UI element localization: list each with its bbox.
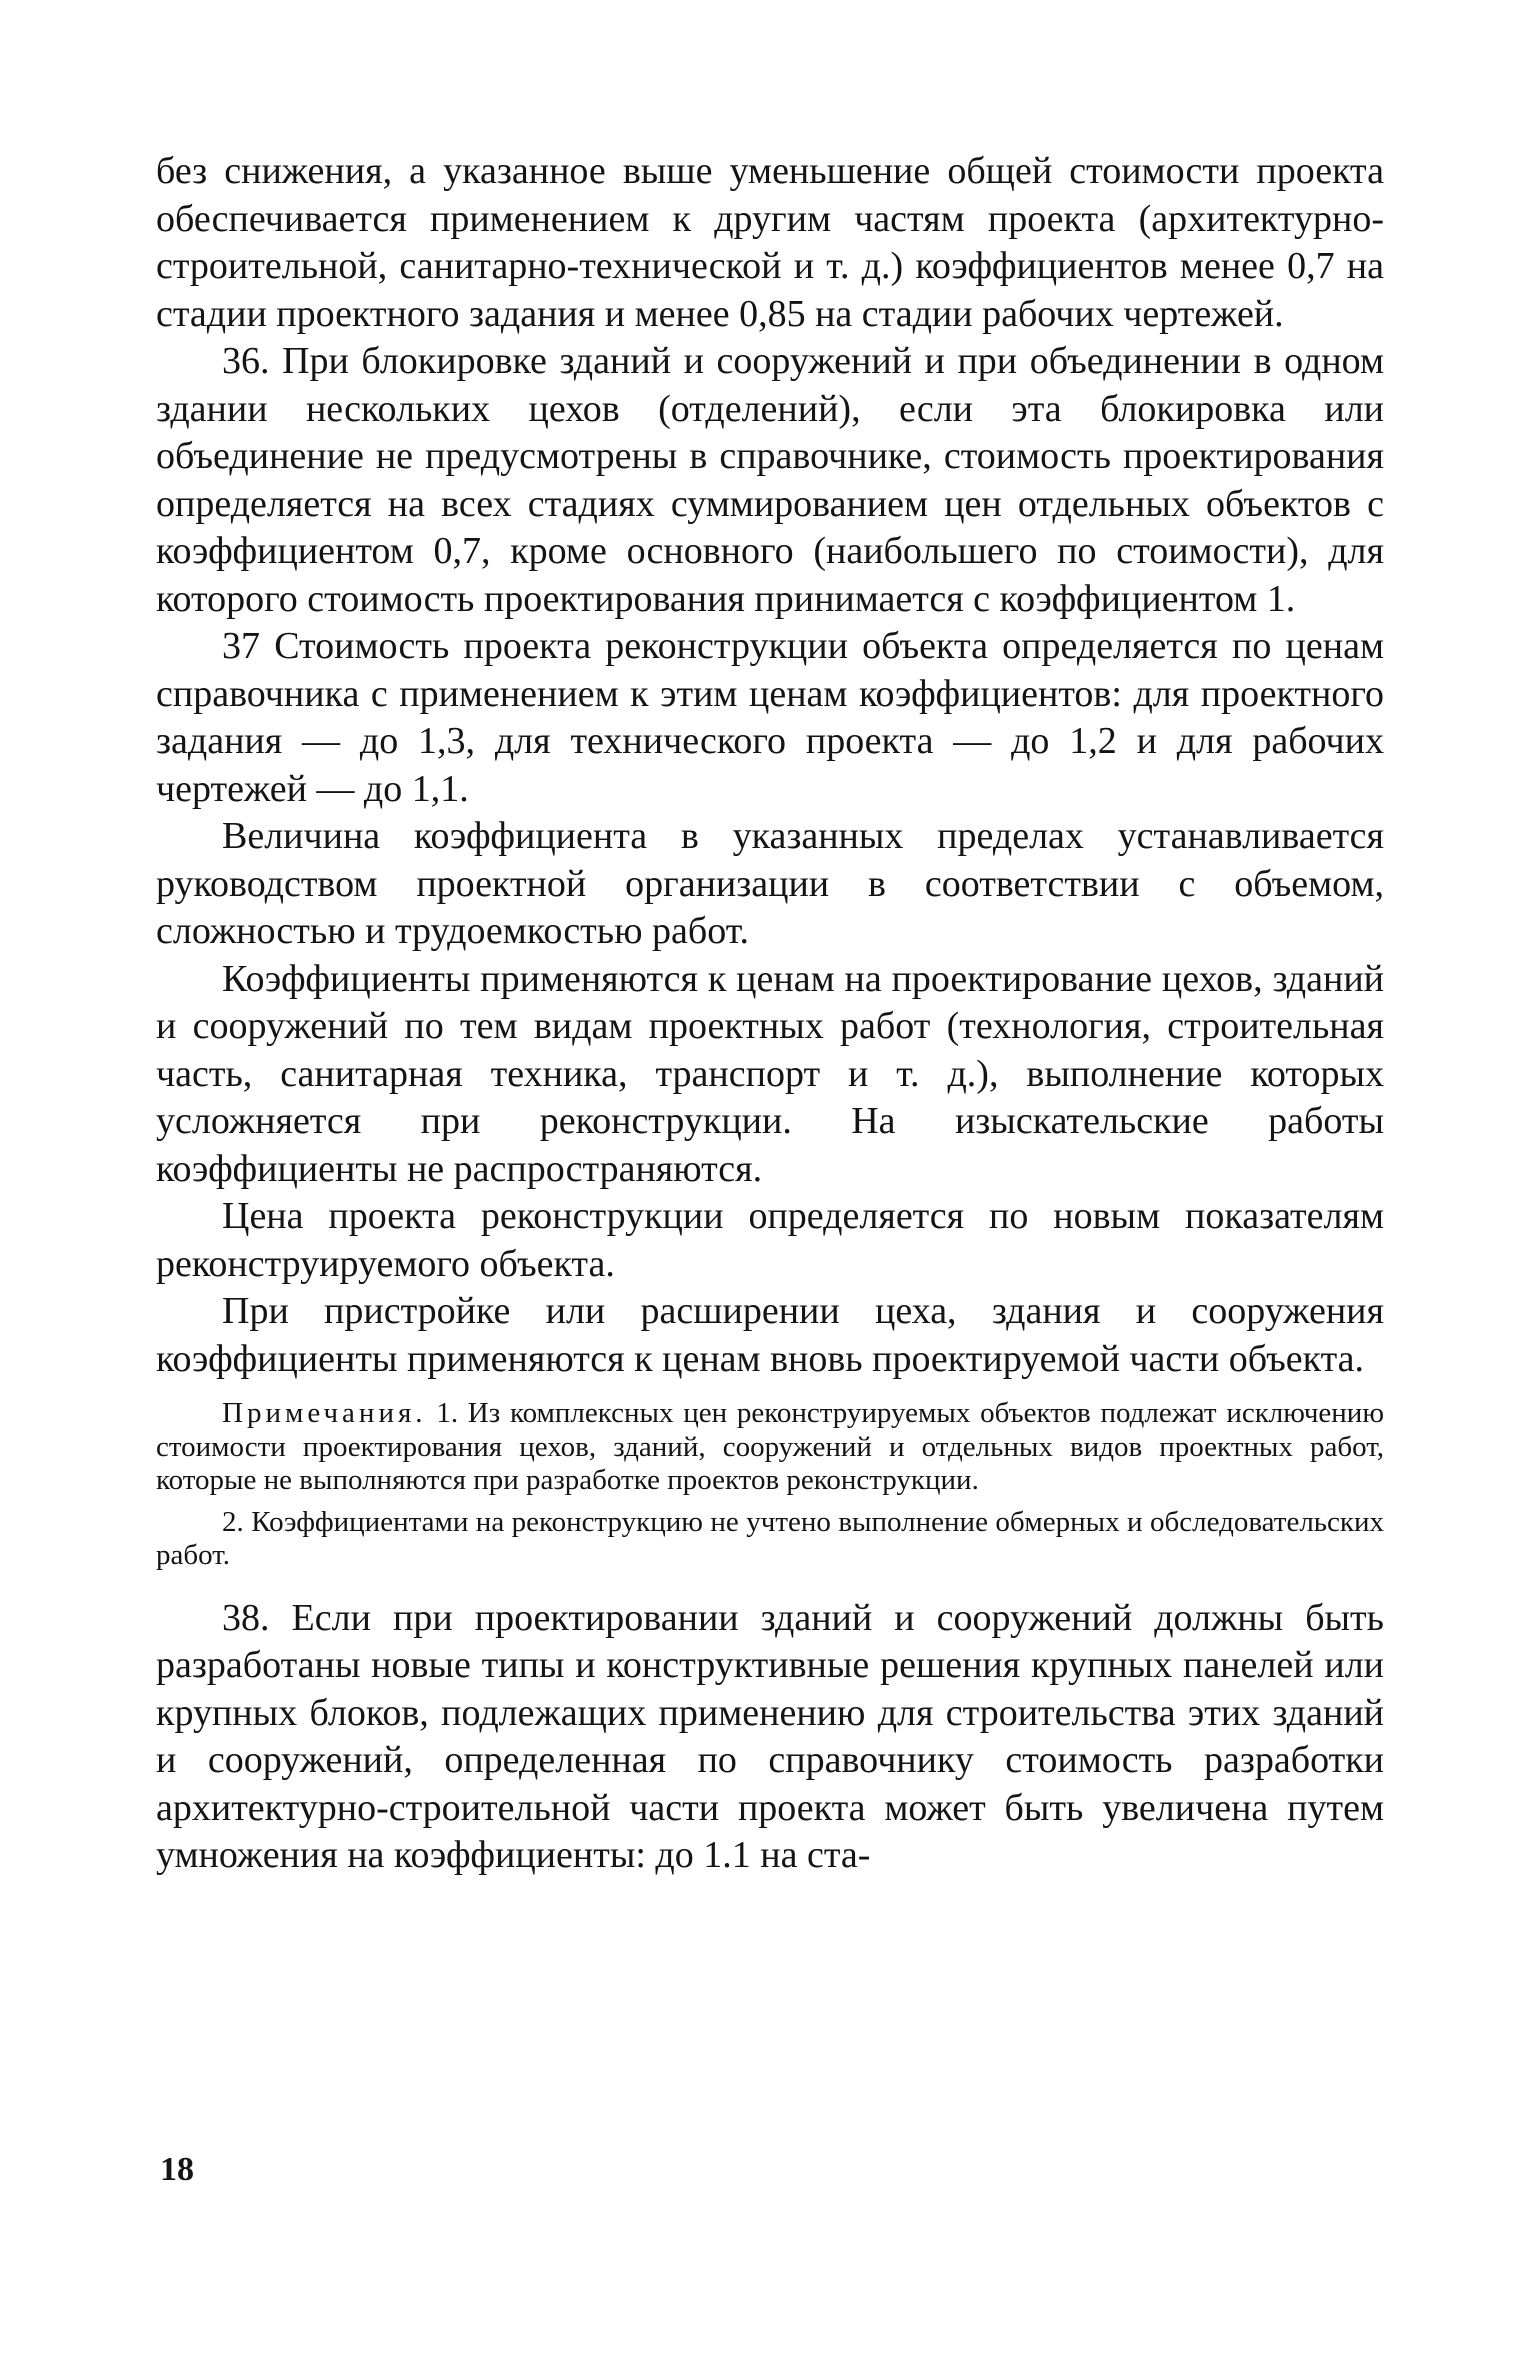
page-text-block (156, 148, 1384, 1880)
paragraph-continuation: без снижения, а указанное выше уменьшение общей стоимости проекта обеспечивается применением к другим частям проекта (архитектурно-строительной, санитарно-технической и т. д.) коэффициентов менее 0,7 на стадии проектного задания и менее 0,85 на стадии рабочих чертежей. (156, 150, 1384, 335)
notes-section (156, 1397, 1384, 1573)
paragraph-extension: При пристройке или расширении цеха, здания и сооружения коэффициенты применяются к ценам вновь проектируемой части объекта. (156, 1290, 1384, 1380)
note-1 (156, 1397, 1384, 1498)
paragraph-item-37: 37 Стоимость проекта реконструкции объекта определяется по ценам справочника с применением к этим ценам коэффициентов: для проектного задания — до 1,3, для технического проекта — до 1,2 и для рабочих чертежей — до 1,1. (156, 625, 1384, 810)
notes-label: Примечания. (222, 1397, 427, 1429)
paragraph-item-38: 38. Если при проектировании зданий и сооружений должны быть разработаны новые типы и конструктивные решения крупных панелей или крупных блоков, подлежащих применению для строительства этих зданий и сооружений, определенная по справочнику стоимость разработки архитектурно-строительной части проекта может быть увеличена путем умножения на коэффициенты: до 1.1 на ста- (156, 1596, 1384, 1876)
paragraph-coefficient-application: Коэффициенты применяются к ценам на проектирование цехов, зданий и сооружений по тем видам проектных работ (технология, строительная часть, санитарная техника, транспорт и т. д.), выполнение которых усложняется при реконструкции. На изыскательские работы коэффициенты не распространяются. (156, 957, 1384, 1190)
paragraph-reconstruction-price: Цена проекта реконструкции определяется по новым показателям реконструируемого объекта. (156, 1195, 1384, 1285)
note-2: 2. Коэффициентами на реконструкцию не учтено выполнение обмерных и обследовательских работ. (156, 1505, 1384, 1571)
page-number: 18 (160, 2151, 194, 2188)
note-1-text: 1. Из комплексных цен реконструируемых объектов подлежат исключению стоимости проектирования цехов, зданий, сооружений и отдельных видов проектных работ, которые не выполняются при разработке проектов реконструкции. (156, 1397, 1384, 1496)
paragraph-item-36: 36. При блокировке зданий и сооружений и при объединении в одном здании нескольких цехов (отделений), если эта блокировка или объединение не предусмотрены в справочнике, стоимость проектирования определяется на всех стадиях суммированием цен отдельных объектов с коэффициентом 0,7, кроме основного (наибольшего по стоимости), для которого стоимость проектирования принимается с коэффициентом 1. (156, 340, 1384, 620)
paragraph-coefficient-range: Величина коэффициента в указанных пределах устанавливается руководством проектной организации в соответствии с объемом, сложностью и трудоемкостью работ. (156, 815, 1384, 952)
